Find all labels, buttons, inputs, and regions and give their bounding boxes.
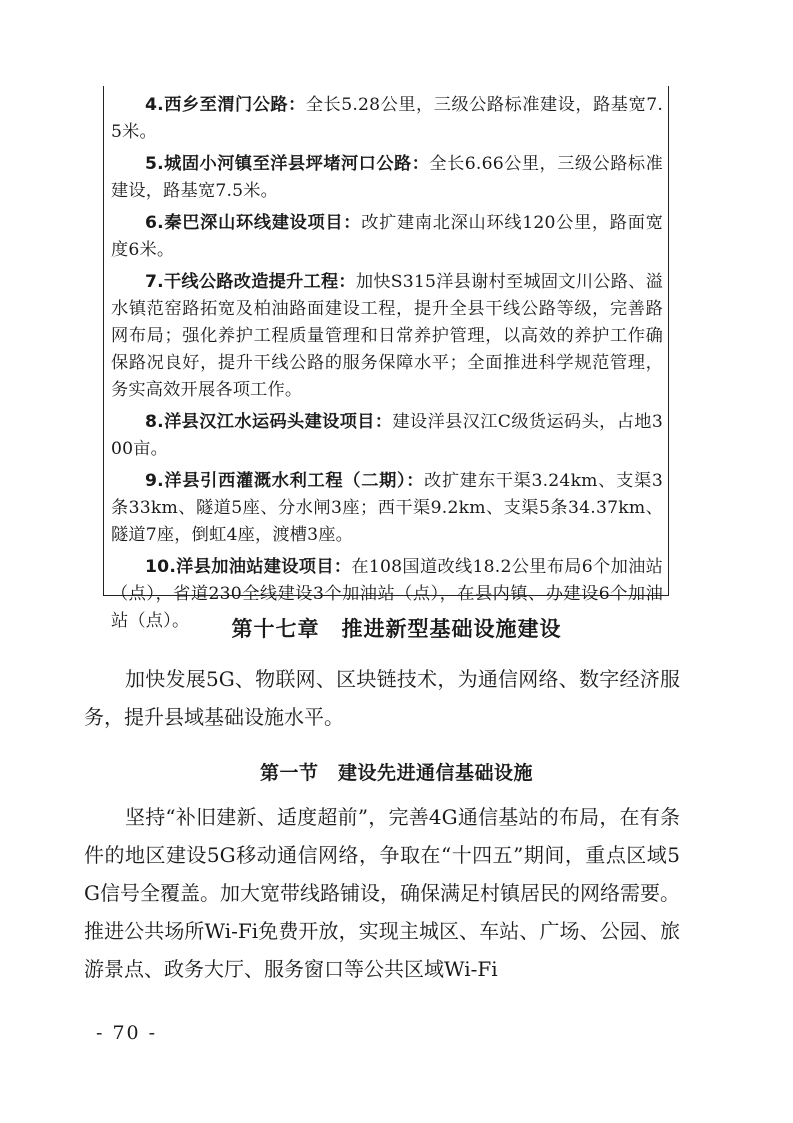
- project-text: 全长6.66公里，三级公路标准建设，路基宽7.5米。: [111, 154, 663, 201]
- project-title: 5.城固小河镇至洋县坪堵河口公路：: [145, 154, 430, 174]
- project-item-8: [111, 409, 663, 463]
- chapter-heading: 第十七章 推进新型基础设施建设: [231, 617, 562, 641]
- project-title: 8.洋县汉江水运码头建设项目：: [145, 412, 393, 432]
- project-text: 在108国道改线18.2公里布局6个加油站（点），省道230全线建设3个加油站（点），在县内镇、办建设6个加油站（点）。: [111, 557, 663, 631]
- project-title: 4.西乡至渭门公路：: [145, 95, 306, 115]
- project-item-5: [111, 151, 663, 205]
- section-heading: 第一节 建设先进通信基础设施: [259, 762, 533, 784]
- project-text: 改扩建南北深山环线120公里，路面宽度6米。: [111, 213, 663, 260]
- project-item-6: [111, 210, 663, 264]
- project-item-4: [111, 92, 663, 146]
- project-text: 加快S315洋县谢村至城固文川公路、溢水镇范窑路拓宽及柏油路面建设工程，提升全县干线公路等级，完善路网布局；强化养护工程质量管理和日常养护管理，以高效的养护工作确保路况良好，提升干线公路的服务保障水平；全面推进科学规范管理，务实高效开展各项工作。: [111, 272, 663, 400]
- project-title: 7.干线公路改造提升工程：: [145, 272, 356, 292]
- project-title: 6.秦巴深山环线建设项目：: [145, 213, 362, 233]
- project-title: 9.洋县引西灌溉水利工程（二期）：: [145, 471, 425, 491]
- project-title: 10.洋县加油站建设项目：: [145, 557, 352, 577]
- page-number: - 70 -: [96, 1022, 158, 1044]
- project-text: 改扩建东干渠3.24km、支渠3条33km、隧道5座、分水闸3座；西干渠9.2km、支渠5条34.37km、隧道7座，倒虹4座，渡槽3座。: [111, 471, 663, 545]
- project-item-7: [111, 269, 663, 404]
- intro-paragraph: 加快发展5G、物联网、区块链技术，为通信网络、数字经济服务，提升县域基础设施水平。: [84, 667, 680, 729]
- project-text: 全长5.28公里，三级公路标准建设，路基宽7.5米。: [111, 95, 663, 142]
- project-item-9: [111, 468, 663, 549]
- section-paragraph: 坚持“补旧建新、适度超前”，完善4G通信基站的布局，在有条件的地区建设5G移动通信网络，争取在“十四五”期间，重点区域5G信号全覆盖。加大宽带线路铺设，确保满足村镇居民的网络需要。推进公共场所Wi-Fi免费开放，实现主城区、车站、广场、公园、旅游景点、政务大厅、服务窗口等公共区域Wi-Fi: [84, 805, 680, 981]
- project-text: 建设洋县汉江C级货运码头，占地300亩。: [111, 412, 663, 459]
